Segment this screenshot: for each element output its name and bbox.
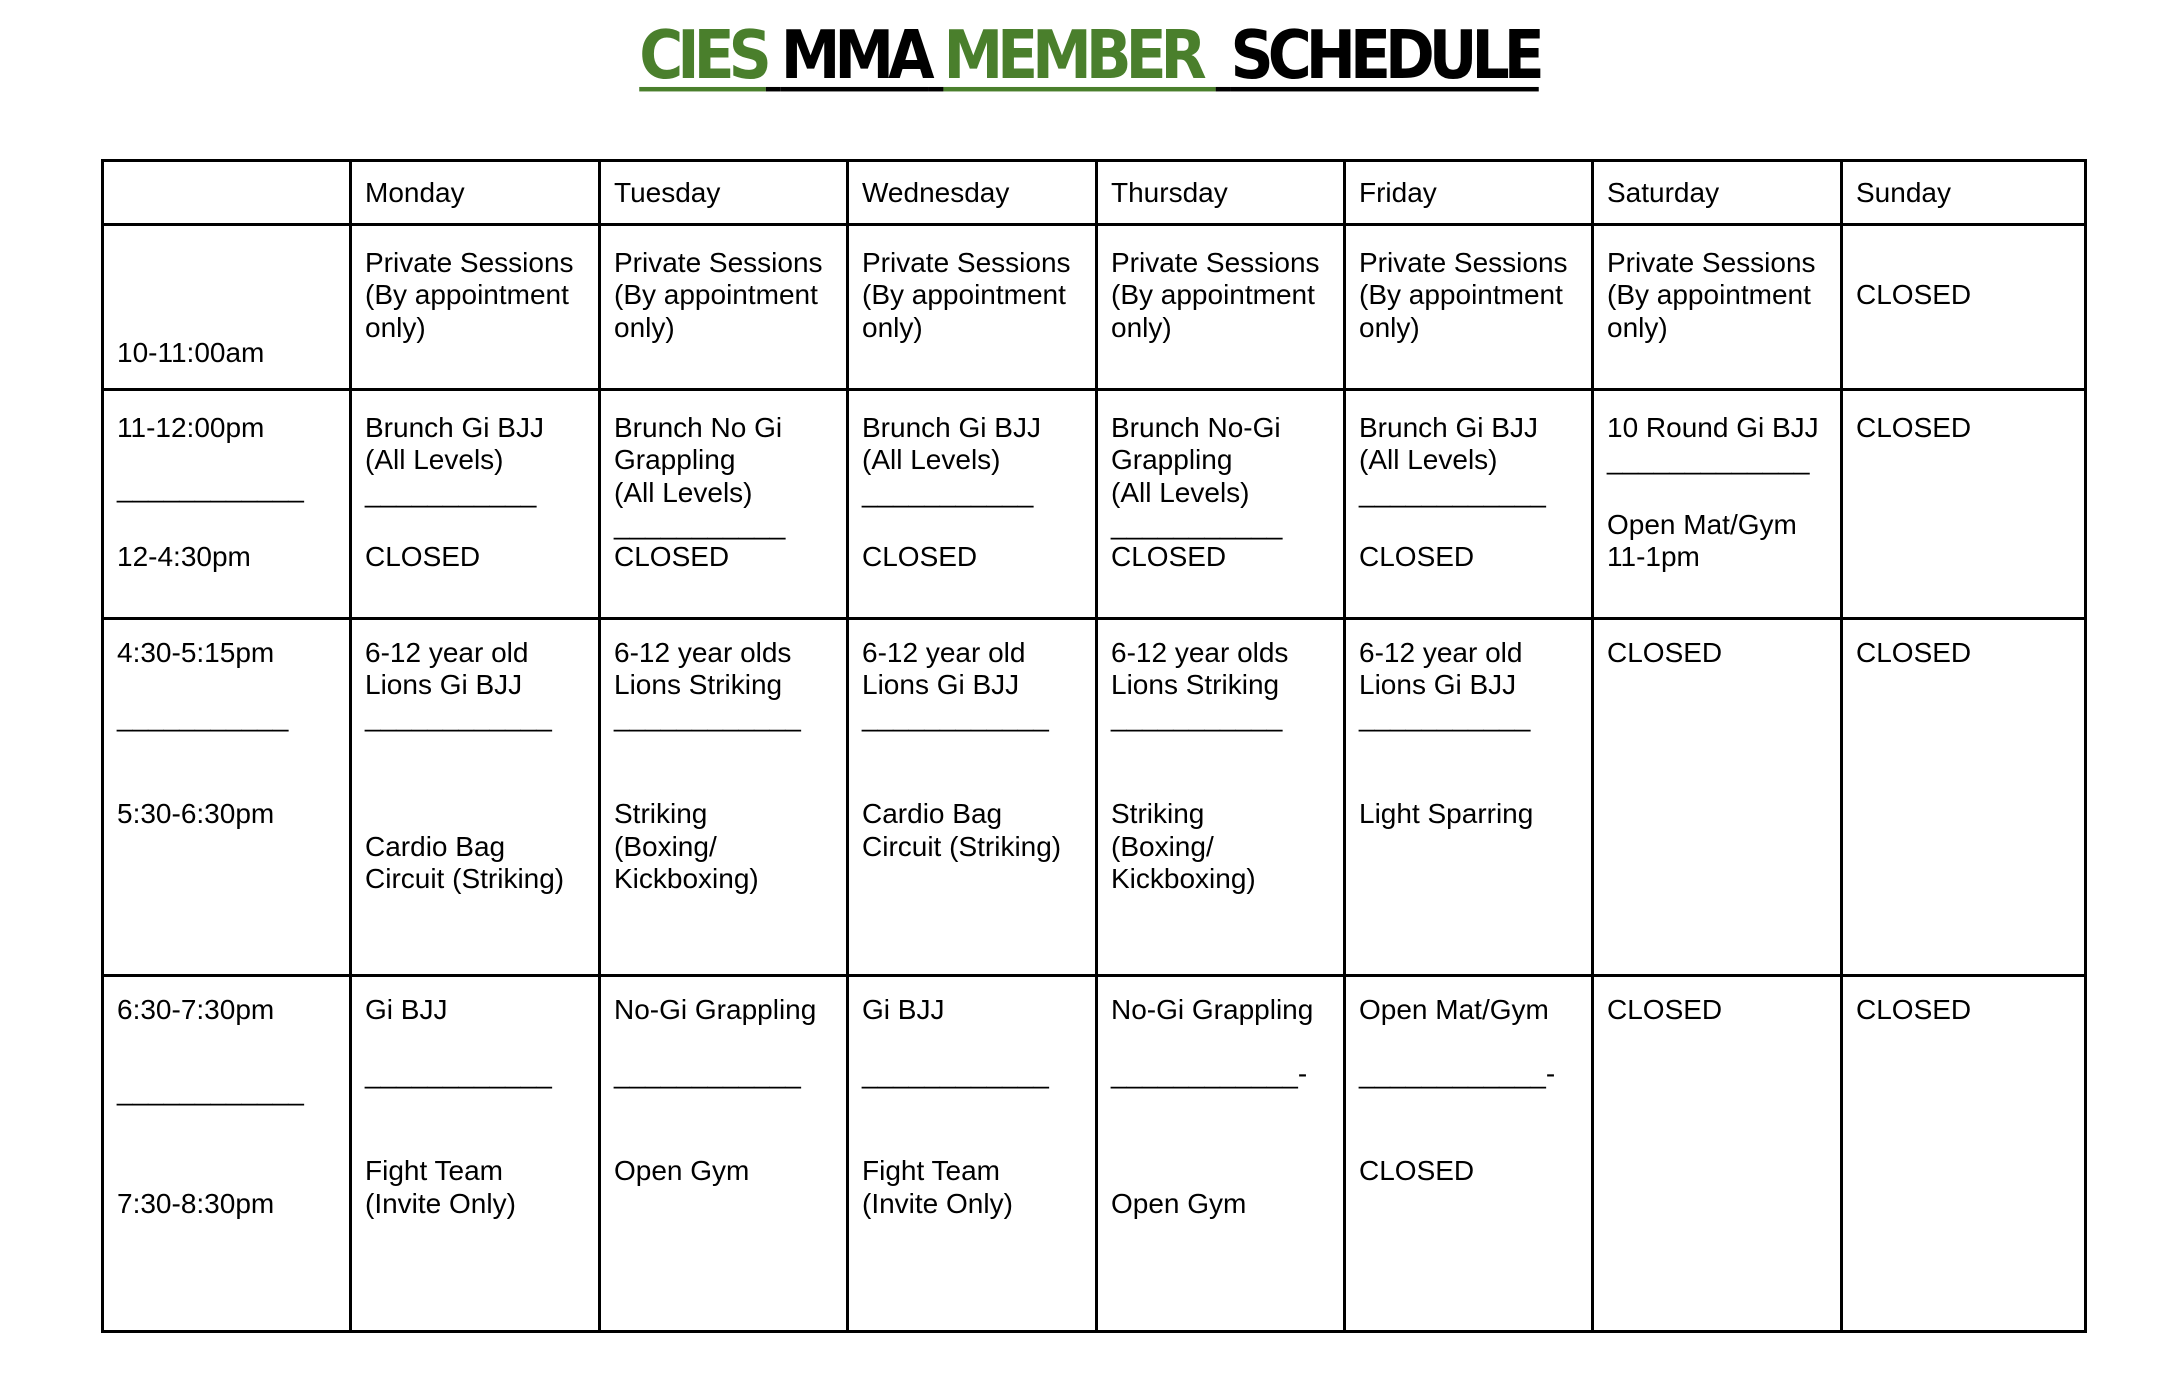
cell-text: (Boxing/ bbox=[1111, 831, 1214, 862]
title-space bbox=[929, 16, 944, 94]
divider-line: ____________ bbox=[117, 472, 304, 503]
cell-text: Lions Striking bbox=[1111, 669, 1280, 700]
cell-text: 11-12:00pm bbox=[117, 412, 265, 443]
schedule-cell-monday bbox=[351, 225, 600, 390]
day-header-wednesday: Wednesday bbox=[848, 161, 1097, 225]
table-row bbox=[103, 225, 2086, 390]
cell-text: Fight Team bbox=[862, 1155, 1000, 1186]
cell-text: Brunch Gi BJJ bbox=[1359, 412, 1538, 443]
cell-content bbox=[862, 226, 1095, 388]
schedule-cell-friday bbox=[1345, 390, 1593, 619]
cell-text: Lions Striking bbox=[614, 669, 783, 700]
cell-text: (By appointment bbox=[1111, 279, 1315, 310]
cell-content bbox=[1359, 977, 1591, 1330]
table-row bbox=[103, 976, 2086, 1332]
schedule-cell-sunday bbox=[1842, 390, 2086, 619]
divider-line: ____________ bbox=[862, 701, 1049, 732]
cell-text: CLOSED bbox=[365, 541, 481, 572]
schedule-cell-saturday bbox=[1593, 225, 1842, 390]
schedule-table bbox=[101, 159, 2087, 1333]
schedule-cell-sunday bbox=[1842, 976, 2086, 1332]
title-part-schedule: SCHEDULE bbox=[1230, 16, 1539, 95]
cell-text: Grappling bbox=[614, 444, 736, 475]
cell-text: CLOSED bbox=[1111, 541, 1227, 572]
cell-text: 5:30-6:30pm bbox=[117, 798, 275, 829]
table-row bbox=[103, 619, 2086, 976]
day-header-thursday: Thursday bbox=[1097, 161, 1345, 225]
cell-text: Open Gym bbox=[614, 1155, 750, 1186]
divider-line: ____________- bbox=[1111, 1058, 1308, 1089]
cell-text: Circuit (Striking) bbox=[365, 863, 565, 894]
cell-text: Kickboxing) bbox=[1111, 863, 1256, 894]
cell-text: Private Sessions bbox=[1111, 247, 1320, 278]
cell-content bbox=[1856, 226, 2084, 388]
cell-content bbox=[117, 226, 349, 388]
cell-content bbox=[614, 226, 846, 388]
cell-text: Brunch Gi BJJ bbox=[862, 412, 1041, 443]
schedule-cell-wednesday bbox=[848, 619, 1097, 976]
cell-content bbox=[1607, 226, 1840, 388]
schedule-cell-thursday bbox=[1097, 976, 1345, 1332]
cell-content bbox=[1111, 226, 1343, 388]
cell-content bbox=[1607, 391, 1840, 617]
day-header-friday: Friday bbox=[1345, 161, 1593, 225]
divider-line: ___________ bbox=[614, 509, 786, 540]
cell-text: (By appointment bbox=[365, 279, 569, 310]
divider-line: ___________ bbox=[117, 701, 289, 732]
cell-content bbox=[1856, 391, 2084, 617]
cell-text: CLOSED bbox=[614, 541, 730, 572]
schedule-cell-sunday bbox=[1842, 225, 2086, 390]
cell-text: (All Levels) bbox=[862, 444, 1001, 475]
cell-text: 11-1pm bbox=[1607, 541, 1700, 572]
schedule-cell-monday bbox=[351, 619, 600, 976]
cell-text: 6-12 year old bbox=[365, 637, 529, 668]
cell-text: 10 Round Gi BJJ bbox=[1607, 412, 1819, 443]
cell-content bbox=[1359, 620, 1591, 974]
schedule-cell-friday bbox=[1345, 619, 1593, 976]
cell-text: only) bbox=[614, 312, 675, 343]
divider-line: ___________ bbox=[1359, 701, 1531, 732]
cell-text: (All Levels) bbox=[365, 444, 504, 475]
cell-text: CLOSED bbox=[1607, 994, 1723, 1025]
cell-text: Fight Team bbox=[365, 1155, 503, 1186]
schedule-cell-sunday bbox=[1842, 619, 2086, 976]
cell-text: (Invite Only) bbox=[365, 1188, 516, 1219]
page-title bbox=[0, 16, 2178, 95]
cell-text: CLOSED bbox=[1359, 1155, 1475, 1186]
cell-content bbox=[1111, 391, 1343, 617]
divider-line: ___________ bbox=[1111, 701, 1283, 732]
cell-text: Circuit (Striking) bbox=[862, 831, 1062, 862]
cell-content bbox=[1607, 977, 1840, 1330]
cell-text: Gi BJJ bbox=[365, 994, 448, 1025]
cell-text: (All Levels) bbox=[1359, 444, 1498, 475]
schedule-cell-friday bbox=[1345, 976, 1593, 1332]
cell-text: only) bbox=[1607, 312, 1668, 343]
divider-line: ____________- bbox=[1359, 1058, 1556, 1089]
cell-text: 6-12 year olds bbox=[1111, 637, 1289, 668]
cell-text: 10-11:00am bbox=[117, 337, 265, 368]
cell-text: 6:30-7:30pm bbox=[117, 994, 275, 1025]
cell-text: Open Gym bbox=[1111, 1188, 1247, 1219]
cell-text: (Invite Only) bbox=[862, 1188, 1013, 1219]
divider-line: _____________ bbox=[1607, 444, 1810, 475]
cell-text: Brunch No Gi bbox=[614, 412, 783, 443]
cell-text: Brunch Gi BJJ bbox=[365, 412, 544, 443]
cell-content bbox=[1359, 391, 1591, 617]
title-part-mma: MMA bbox=[780, 16, 929, 95]
cell-text: CLOSED bbox=[1607, 637, 1723, 668]
cell-content bbox=[614, 977, 846, 1330]
cell-content bbox=[614, 391, 846, 617]
cell-content bbox=[1359, 226, 1591, 388]
cell-content bbox=[1856, 977, 2084, 1330]
time-cell bbox=[103, 619, 351, 976]
cell-text: 12-4:30pm bbox=[117, 541, 251, 572]
cell-content bbox=[1111, 977, 1343, 1330]
cell-text: CLOSED bbox=[1856, 279, 1972, 310]
cell-text: Kickboxing) bbox=[614, 863, 759, 894]
schedule-cell-thursday bbox=[1097, 225, 1345, 390]
cell-text: (Boxing/ bbox=[614, 831, 717, 862]
schedule-cell-thursday bbox=[1097, 619, 1345, 976]
corner-cell bbox=[103, 161, 351, 225]
cell-text: (By appointment bbox=[862, 279, 1066, 310]
cell-content bbox=[862, 391, 1095, 617]
cell-text: Cardio Bag bbox=[365, 831, 506, 862]
schedule-cell-wednesday bbox=[848, 976, 1097, 1332]
cell-text: only) bbox=[365, 312, 426, 343]
cell-content bbox=[614, 620, 846, 974]
schedule-cell-tuesday bbox=[600, 976, 848, 1332]
cell-text: Lions Gi BJJ bbox=[1359, 669, 1517, 700]
divider-line: ___________ bbox=[365, 477, 537, 508]
cell-text: only) bbox=[862, 312, 923, 343]
cell-content bbox=[1111, 620, 1343, 974]
schedule-cell-tuesday bbox=[600, 225, 848, 390]
day-header-saturday: Saturday bbox=[1593, 161, 1842, 225]
cell-content bbox=[862, 977, 1095, 1330]
cell-content bbox=[1856, 620, 2084, 974]
cell-text: (All Levels) bbox=[1111, 477, 1250, 508]
cell-text: No-Gi Grappling bbox=[614, 994, 817, 1025]
title-space bbox=[1216, 16, 1231, 94]
cell-text: Grappling bbox=[1111, 444, 1233, 475]
cell-text: Private Sessions bbox=[1359, 247, 1568, 278]
schedule-cell-friday bbox=[1345, 225, 1593, 390]
schedule-cell-monday bbox=[351, 390, 600, 619]
cell-content bbox=[117, 391, 349, 617]
cell-text: (All Levels) bbox=[614, 477, 753, 508]
schedule-cell-saturday bbox=[1593, 619, 1842, 976]
cell-text: CLOSED bbox=[862, 541, 978, 572]
cell-text: Private Sessions bbox=[862, 247, 1071, 278]
cell-text: CLOSED bbox=[1856, 994, 1972, 1025]
table-row bbox=[103, 390, 2086, 619]
cell-text: 6-12 year old bbox=[1359, 637, 1523, 668]
divider-line: ____________ bbox=[1359, 477, 1546, 508]
cell-text: Light Sparring bbox=[1359, 798, 1534, 829]
divider-line: ____________ bbox=[614, 701, 801, 732]
cell-content bbox=[862, 620, 1095, 974]
cell-text: Brunch No-Gi bbox=[1111, 412, 1281, 443]
divider-line: ____________ bbox=[365, 1058, 552, 1089]
cell-text: (By appointment bbox=[1607, 279, 1811, 310]
cell-text: 6-12 year old bbox=[862, 637, 1026, 668]
schedule-cell-thursday bbox=[1097, 390, 1345, 619]
cell-content bbox=[365, 977, 598, 1330]
day-header-sunday: Sunday bbox=[1842, 161, 2086, 225]
cell-text: Private Sessions bbox=[1607, 247, 1816, 278]
cell-text: CLOSED bbox=[1359, 541, 1475, 572]
cell-text: 7:30-8:30pm bbox=[117, 1188, 275, 1219]
cell-content bbox=[1607, 620, 1840, 974]
cell-text: Private Sessions bbox=[614, 247, 823, 278]
cell-text: 6-12 year olds bbox=[614, 637, 792, 668]
cell-text: Gi BJJ bbox=[862, 994, 945, 1025]
cell-text: Open Mat/Gym bbox=[1607, 509, 1797, 540]
cell-text: No-Gi Grappling bbox=[1111, 994, 1314, 1025]
schedule-cell-tuesday bbox=[600, 619, 848, 976]
schedule-cell-tuesday bbox=[600, 390, 848, 619]
cell-text: only) bbox=[1111, 312, 1172, 343]
cell-text: only) bbox=[1359, 312, 1420, 343]
schedule-cell-wednesday bbox=[848, 225, 1097, 390]
cell-text: Lions Gi BJJ bbox=[862, 669, 1020, 700]
divider-line: ____________ bbox=[862, 1058, 1049, 1089]
header-row bbox=[103, 161, 2086, 225]
cell-content bbox=[117, 620, 349, 974]
cell-text: Cardio Bag bbox=[862, 798, 1003, 829]
cell-text: Private Sessions bbox=[365, 247, 574, 278]
cell-text: Striking bbox=[614, 798, 708, 829]
cell-text: 4:30-5:15pm bbox=[117, 637, 275, 668]
cell-content bbox=[365, 620, 598, 974]
schedule-cell-wednesday bbox=[848, 390, 1097, 619]
title-part-cies: CIES bbox=[639, 16, 766, 95]
divider-line: ___________ bbox=[862, 477, 1034, 508]
cell-text: (By appointment bbox=[614, 279, 818, 310]
day-header-tuesday: Tuesday bbox=[600, 161, 848, 225]
time-cell bbox=[103, 976, 351, 1332]
time-cell bbox=[103, 390, 351, 619]
divider-line: ___________ bbox=[1111, 509, 1283, 540]
divider-line: ____________ bbox=[117, 1075, 304, 1106]
cell-text: CLOSED bbox=[1856, 637, 1972, 668]
cell-text: Lions Gi BJJ bbox=[365, 669, 523, 700]
title-part-member: MEMBER bbox=[943, 16, 1216, 95]
title-space bbox=[766, 16, 781, 94]
schedule-cell-saturday bbox=[1593, 976, 1842, 1332]
day-header-monday: Monday bbox=[351, 161, 600, 225]
cell-content bbox=[117, 977, 349, 1330]
divider-line: ____________ bbox=[614, 1058, 801, 1089]
schedule-cell-saturday bbox=[1593, 390, 1842, 619]
schedule-cell-monday bbox=[351, 976, 600, 1332]
cell-content bbox=[365, 226, 598, 388]
cell-text: Open Mat/Gym bbox=[1359, 994, 1549, 1025]
cell-text: CLOSED bbox=[1856, 412, 1972, 443]
time-cell bbox=[103, 225, 351, 390]
cell-text: (By appointment bbox=[1359, 279, 1563, 310]
cell-content bbox=[365, 391, 598, 617]
divider-line: ____________ bbox=[365, 701, 552, 732]
cell-text: Striking bbox=[1111, 798, 1205, 829]
